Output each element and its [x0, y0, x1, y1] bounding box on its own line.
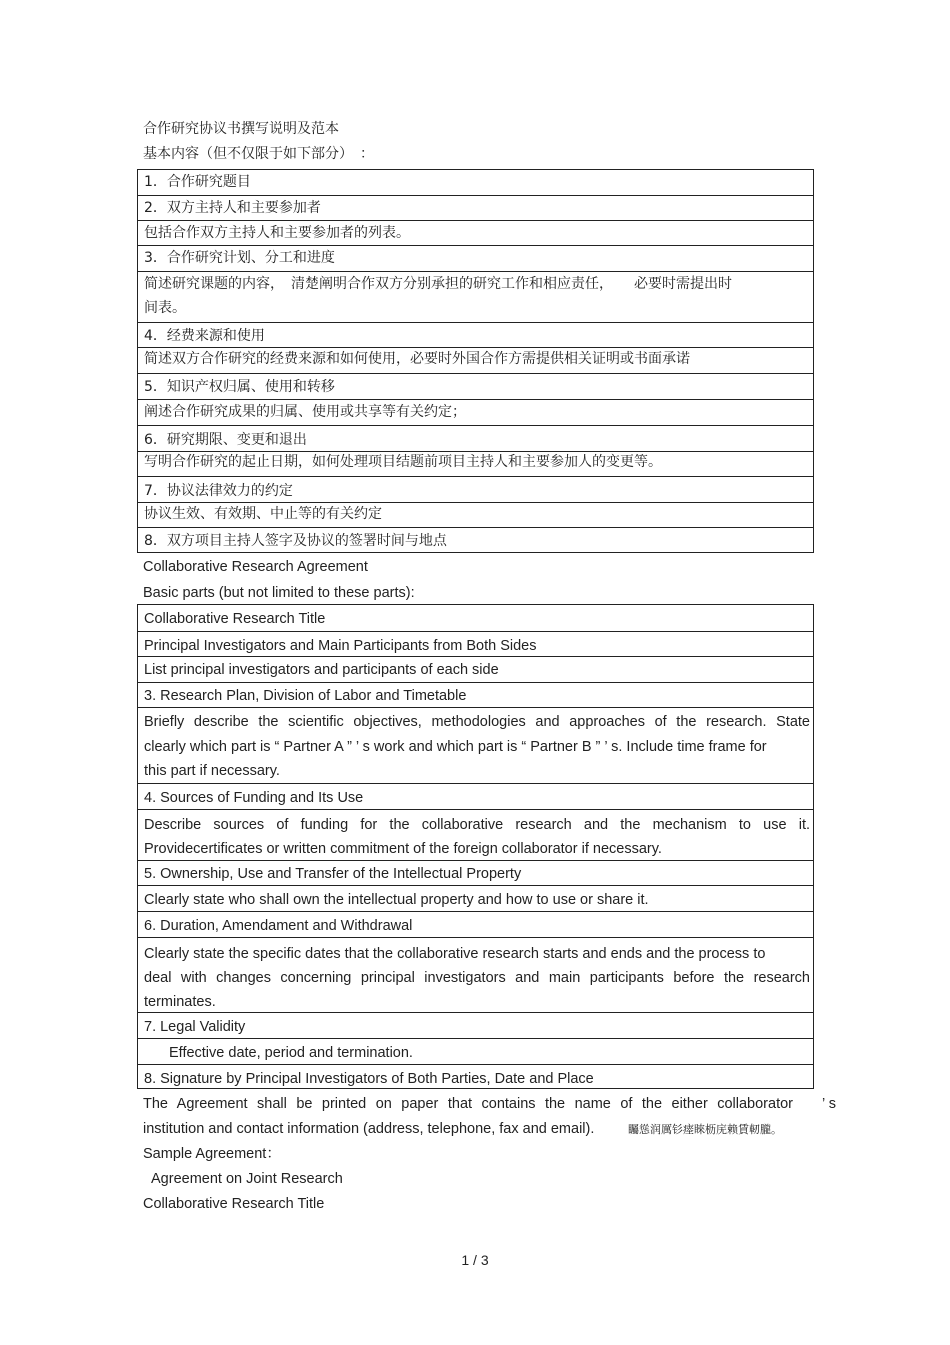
table-row: 6．研究期限、变更和退出 [138, 425, 813, 451]
table-row: List principal investigators and participants of each side [138, 656, 813, 682]
table-row: Briefly describe the scientific objectives, methodologies and approaches of the research. State clearly which part is “ Partner A ” ’ s work and which part is “ Partner B ” ’ s. Include time frame for this part if necessary. [138, 707, 813, 783]
table-row: 协议生效、有效期、中止等的有关约定 [138, 502, 813, 527]
sample-title: Agreement on Joint Research [151, 1171, 343, 1187]
table-row: 3．合作研究计划、分工和进度 [138, 245, 813, 271]
table-row: 3. Research Plan, Division of Labor and Timetable [138, 682, 813, 707]
table-row: 5．知识产权归属、使用和转移 [138, 373, 813, 399]
doc-title-en: Collaborative Research Agreement [143, 559, 368, 575]
table-row: 阐述合作研究成果的归属、使用或共享等有关约定； [138, 399, 813, 425]
table-row: 4. Sources of Funding and Its Use [138, 783, 813, 809]
table-row: 7. Legal Validity [138, 1012, 813, 1038]
table-row: Principal Investigators and Main Participants from Both Sides [138, 631, 813, 656]
table-row: 包括合作双方主持人和主要参加者的列表。 [138, 220, 813, 245]
table-row: Describe sources of funding for the collaborative research and the mechanism to use it. Providecertificates or written commitment of the foreign collaborator if necessary. [138, 809, 813, 860]
table-row: 6. Duration, Amendament and Withdrawal [138, 911, 813, 937]
note-line-2: institution and contact information (address, telephone, fax and email). [143, 1121, 595, 1137]
sample-heading: Sample Agreement： [143, 1146, 281, 1162]
table-row: 7．协议法律效力的约定 [138, 476, 813, 502]
doc-title-cn: 合作研究协议书撰写说明及范本 [143, 121, 339, 137]
table-row: 8. Signature by Principal Investigators of Both Parties, Date and Place [138, 1064, 813, 1088]
table-row: 5. Ownership, Use and Transfer of the Intellectual Property [138, 860, 813, 885]
sample-subtitle: Collaborative Research Title [143, 1196, 325, 1212]
table-row: Effective date, period and termination. [138, 1038, 813, 1064]
doc-intro-en: Basic parts (but not limited to these parts): [143, 585, 415, 601]
table-row: Clearly state the specific dates that the collaborative research starts and ends and the process to deal with changes concerning principal investigators and main participants before the research terminates. [138, 937, 813, 1012]
note-apostrophe: ’ s [822, 1096, 836, 1112]
table-row: 1．合作研究题目 [144, 174, 251, 190]
table-row: 2．双方主持人和主要参加者 [138, 195, 813, 220]
table-row: 简述双方合作研究的经费来源和如何使用，必要时外国合作方需提供相关证明或书面承诺 [138, 347, 813, 373]
table-row: 8．双方项目主持人签字及协议的签署时间与地点 [138, 527, 813, 552]
doc-intro-cn: 基本内容（但不仅限于如下部分） ： [143, 146, 374, 162]
table-row: Collaborative Research Title [144, 611, 326, 627]
table-row: 写明合作研究的起止日期，如何处理项目结题前项目主持人和主要参加人的变更等。 [138, 451, 813, 476]
garbled-text: 矚慫润厲钐瘗睞枥庑赖賃軔朧。 [628, 1123, 782, 1136]
content-table-en [137, 604, 814, 1089]
table-row: 简述研究课题的内容， 清楚阐明合作双方分别承担的研究工作和相应责任， 必要时需提出时 间表。 [138, 271, 813, 322]
note-line-1: The Agreement shall be printed on paper that contains the name of the either collaborator [143, 1096, 793, 1112]
table-row: 4．经费来源和使用 [138, 322, 813, 347]
page-number: 1 / 3 [461, 1252, 489, 1268]
table-row: Clearly state who shall own the intellectual property and how to use or share it. [138, 885, 813, 911]
content-table-cn [137, 169, 814, 553]
